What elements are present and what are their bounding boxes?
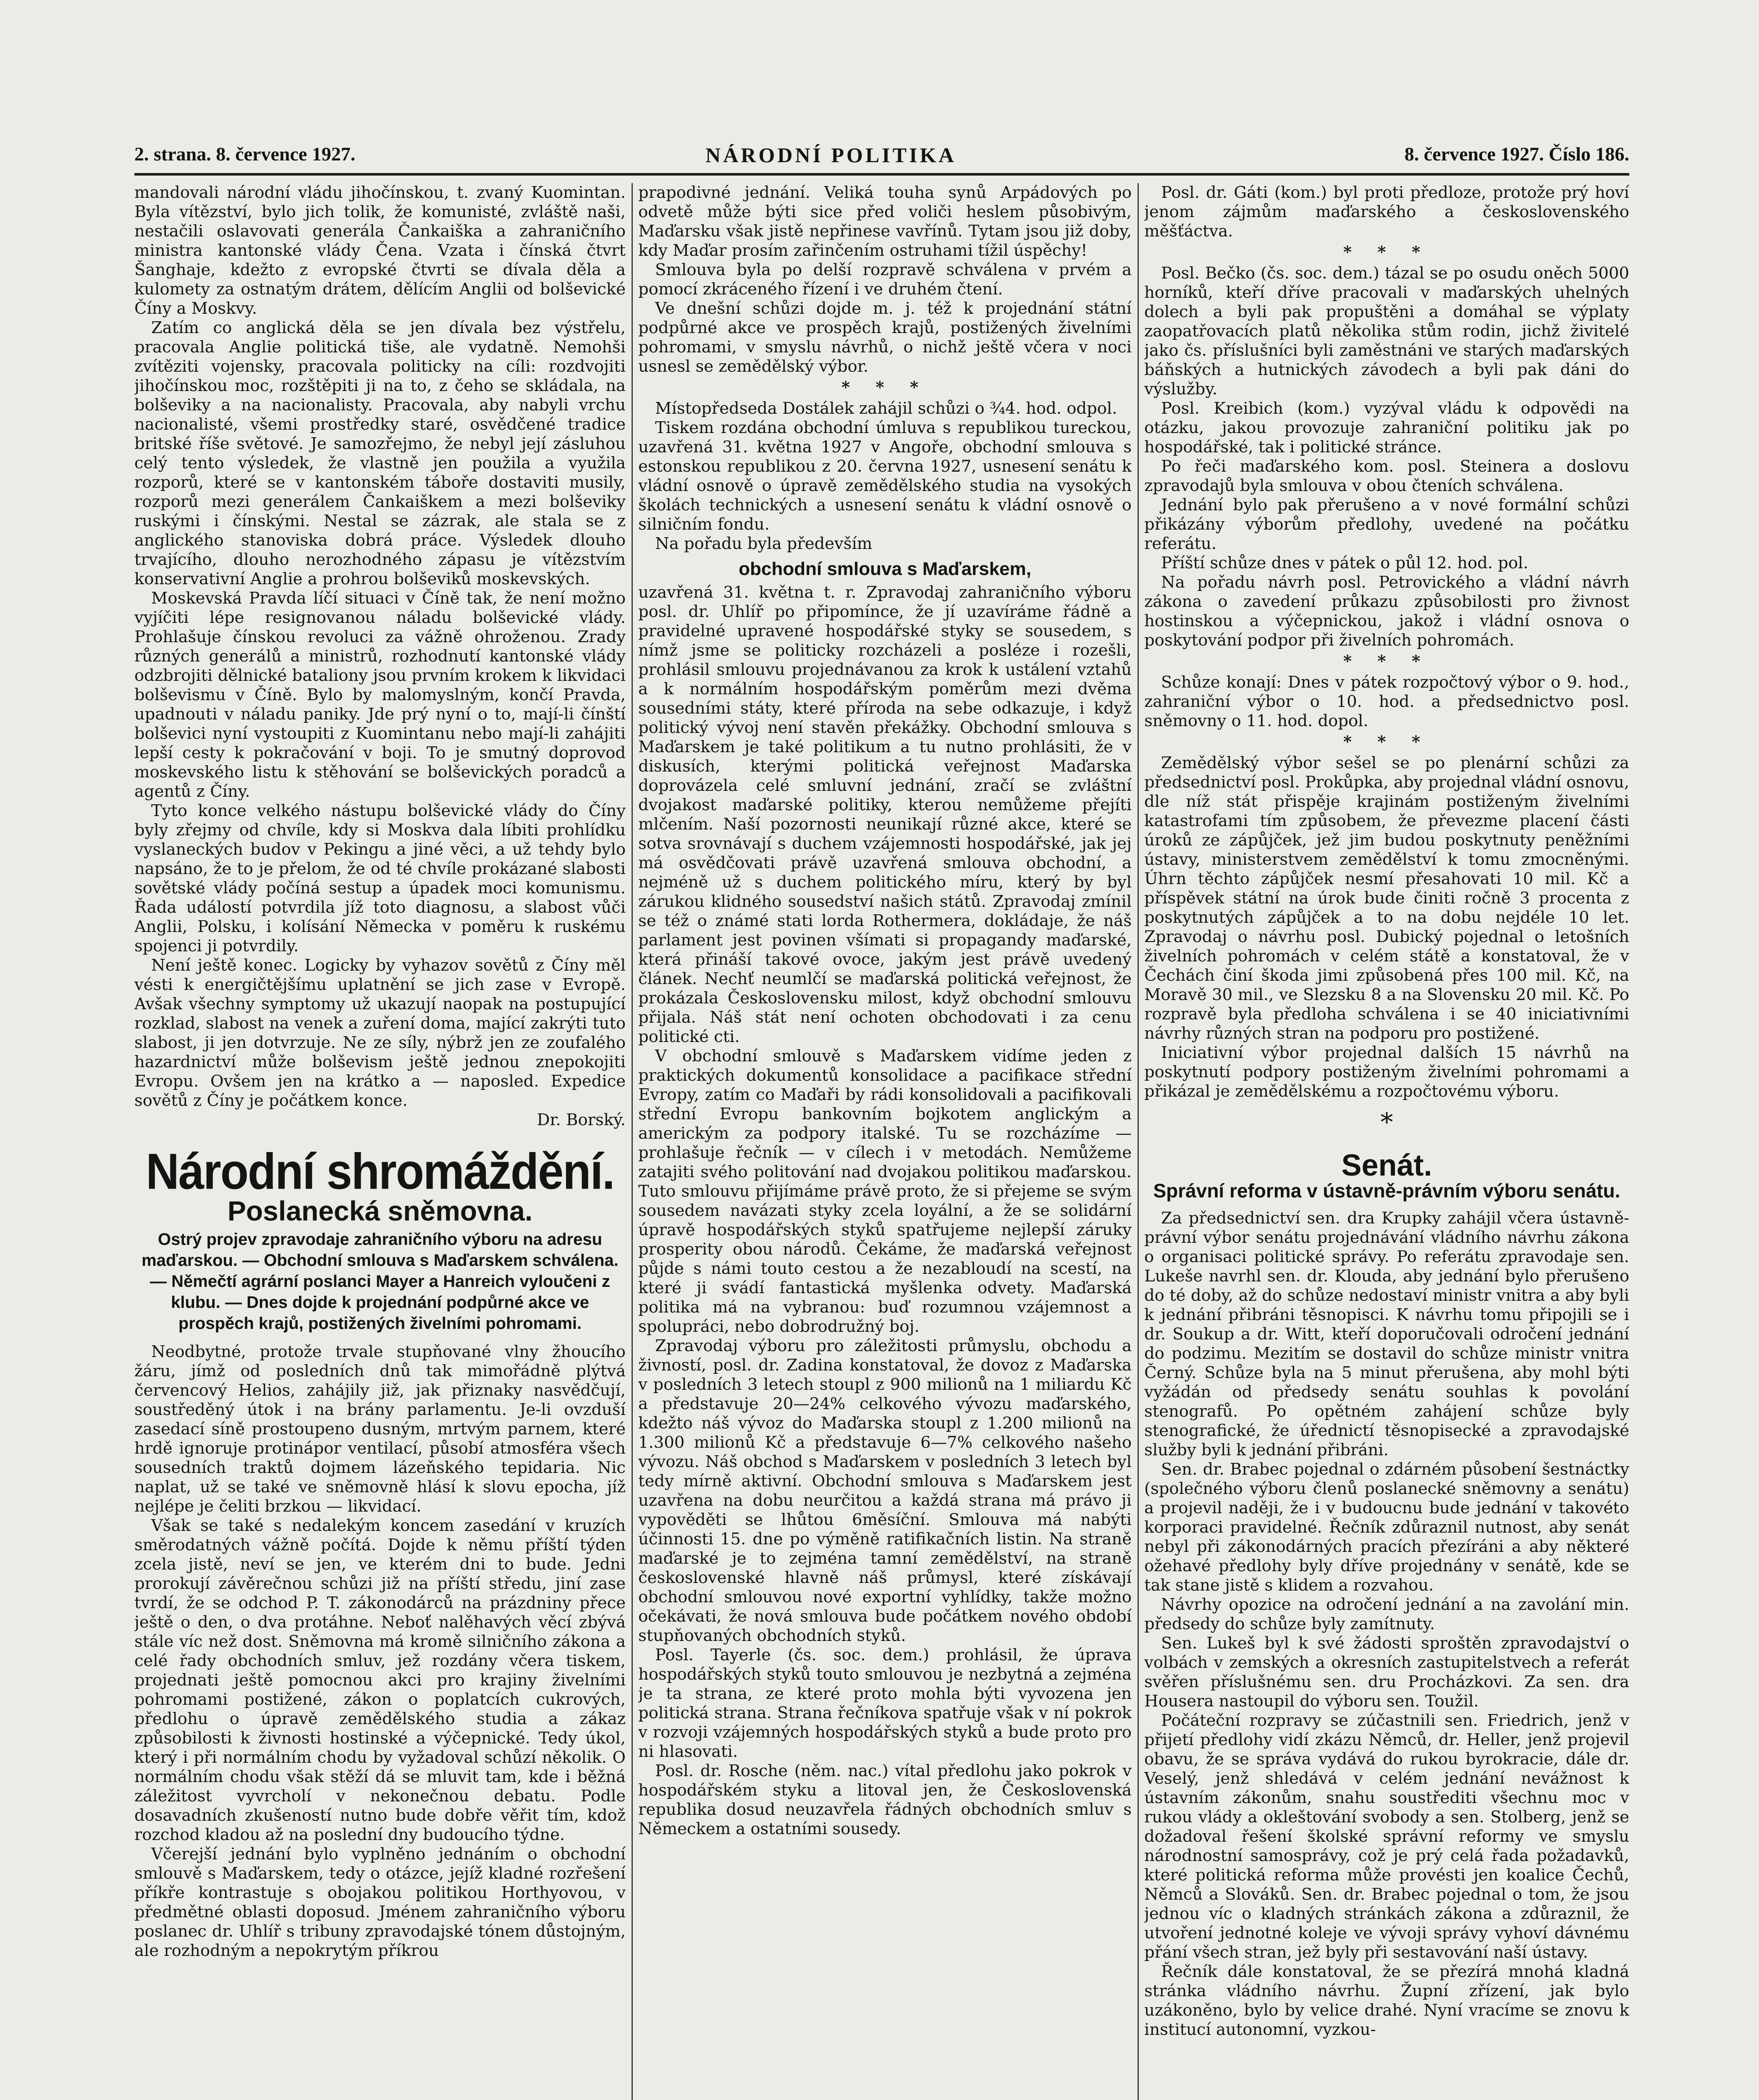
paragraph: Posl. dr. Gáti (kom.) byl proti předloze, protože prý hoví jenom zájmům maďarského a československého měšťáctva. [1144, 183, 1629, 241]
paragraph: Posl. dr. Rosche (něm. nac.) vítal předlohu jako pokrok v hospodářském styku a litoval jen, že Československá republika dosud neuzavřela řádných obchodních smluv s Německem a ostatními sousedy. [638, 1761, 1132, 1838]
paragraph: Tiskem rozdána obchodní úmluva s republikou tureckou, uzavřená 31. května 1927 v Angoře, obchodní smlouva s estonskou republikou z 20. června 1927, usnesení senátu k vládní osnově o úpravě zemědělského studia na vysokých školách technických a usnesení senátu k vládní osnově o silničním fondu. [638, 418, 1132, 534]
separator-stars: * * * [841, 378, 929, 397]
paragraph: Příští schůze dnes v pátek o půl 12. hod. pol. [1161, 554, 1528, 572]
column-2 [638, 183, 1132, 2100]
paragraph: Jednání bylo pak přerušeno a v nové formální schůzi přikázány výborům předlohy, uvedené na počátku referátu. [1144, 496, 1629, 553]
paragraph: uzavřená 31. května t. r. Zpravodaj zahraničního výboru posl. dr. Uhlíř po připomínce, že jí uzavíráme řádně a pravidelné upravené hospodářské styky se sousedem, s nímž jsme se politicky rozcházeli a posléze i rozešli, prohlásil smlouvu projednávanou za krok k ustálení vztahů a k normálním hospodářským poměrům mezi dvěma sousedními státy, které příroda na sebe odkazuje, i když politický vývoj není stavěn překážky. Obchodní smlouva s Maďarskem je také politikum a tu nutno prohlásiti, že v diskusích, kterými politická veřejnost Maďarska doprovázela celé smluvní jednání, zračí se zvláštní dvojakost maďarské politiky, kterou nemůžeme přejíti mlčením. Naší pozornosti neunikají různé akce, které se sotva srovnávají s duchem vzájemnosti hospodářské, jak jej má osvědčovati právě uzavřená smlouva obchodní, a nejméně už s duchem politického míru, který by byl zárukou klidného sousedství našich států. Zpravodaj zmínil se též o známé stati lorda Rothermera, dokládaje, že náš parlament jest povinen všímati si propagandy maďarské, která přináší takové ovoce, jakým jest právě uvedený článek. Nechť neumlčí se maďarská politická veřejnost, že prokázala Československu milost, když obchodní smlouvu přijala. Náš stát není ochoten obchodovati i za cenu politické cti. [638, 583, 1132, 1046]
section-subtitle: Poslanecká sněmovna. [227, 1195, 533, 1226]
separator-stars: * * * [1343, 732, 1431, 751]
paragraph: Však se také s nedalekým koncem zasedání v kruzích směrodatných vážně počítá. Dojde k němu příští týden zcela jistě, neví se jen, ve kterém dni to bude. Jedni prorokují závěrečnou schůzi již na příští středu, jiní zase tvrdí, že se odchod P. T. zákonodárců na prázdniny přece ještě o den, o dva protáhne. Neboť nalěhavých věcí zbývá stále víc než dost. Sněmovna má kromě silničního zákona a celé řady obchodních smluv, jež rozdány včera tiskem, projednati ještě pomocnou akci pro krajiny živelními pohromami postižené, zákon o poplatcích cukrových, předlohu o úpravě zemědělského studia a zákaz způsobilosti k živnosti hostinské a výčepnické. Tedy úkol, který i při normálním chodu by vyžadoval schůzí několik. O normálním chodu však stěží dá se mluvit tam, kde i běžná záležitost vyvrcholí v nekonečnou debatu. Podle dosavadních zkušeností nutno bude dobře věřit tím, kdož rozchod kladou až na poslední dny budoucího týdne. [134, 1516, 626, 1844]
paragraph: V obchodní smlouvě s Maďarskem vidíme jeden z praktických dokumentů konsolidace a pacifikace střední Evropy, zatím co Maďaři by rádi konsolidovali a pacifikovali střední Evropu bankovním bojkotem anglickým a americkým za podpory italské. Tu se rozcházíme — prohlašuje řečník — v cílech i v metodách. Nemůžeme zatajiti svého politování nad dvojakou politikou maďarskou. Tuto smlouvu přijímáme právě proto, že si přejeme se svým sousedem navázati styky zcela loyální, a že se solidární úpravě hospodářských styků spatřujeme nejlepší záruky prosperity obou národů. Čekáme, že maďarská veřejnost půjde s námi touto cestou a že nezabloudí na scestí, na které ji svádí fantastická myšlenka odvety. Maďarská politika má na vybranou: buď rozumnou vzájemnost a spolupráci, nebo dobrodružný boj. [638, 1047, 1132, 1336]
paragraph: Posl. Bečko (čs. soc. dem.) tázal se po osudu oněch 5000 horníků, kteří dříve pracovali v maďarských uhelných dolech a byli pak propuštěni a domáhal se výplaty zaopatřovacích platů několika stům rodin, jichž živitelé jako čs. příslušníci byli zaměstnáni ve starých maďarských báňských a hutnických závodech a byli pak dáni do výslužby. [1144, 264, 1629, 399]
paragraph: Za předsednictví sen. dra Krupky zahájil včera ústavně-právní výbor senátu projednávání vládního návrhu zákona o organisaci politické správy. Po referátu zpravodaje sen. Lukeše navrhl sen. dr. Klouda, aby jednání bylo přerušeno do té doby, až do schůze nedostaví ministr vnitra a aby byli k jednání přibráni těsnopisci. K návrhu tomu připojili se i dr. Soukup a dr. Witt, kteří doporučovali odročení jednání do podzimu. Mezitím se dostavil do schůze ministr vnitra Černý. Schůze byla na 5 minut přerušena, aby mohl býti vyžádán od předsedy senátu souhlas k povolání stenografů. Po opětném zahájení schůze byly stenografické, že úřednictí těsnopisecké a zpravodajské služby byli k jednání přibráni. [1144, 1209, 1629, 1460]
page-header [134, 143, 1629, 172]
separator-stars: * * * [1343, 652, 1431, 671]
paragraph: Návrhy opozice na odročení jednání a na zavolání min. předsedy do schůze byly zamítnuty. [1144, 1595, 1629, 1633]
newspaper-page [134, 143, 1629, 2100]
separator-asterisk: * [1380, 1108, 1393, 1137]
paragraph: Tyto konce velkého nástupu bolševické vlády do Číny byly zřejmy od chvíle, kdy si Moskva dala líbiti prohlídku vyslaneckých budov v Pekingu a jiné věci, a už tehdy bylo napsáno, že to je přelom, že od té chvíle prokázané slabosti sovětské vlády počíná sestup a úpadek moci komunismu. Řada událostí potvrdila jíž toto diagnosu, a slabost vůči Anglii, Polsku, i kolísání Německa v poměru k ruskému spojenci ji potvrdily. [134, 801, 626, 956]
paragraph: Zpravodaj výboru pro záležitosti průmyslu, obchodu a živností, posl. dr. Zadina konstatoval, že dovoz z Maďarska v posledních 3 letech stoupl z 900 milionů na 1 miliardu Kč a představuje 20—24% celkového vývozu maďarského, kdežto náš vývoz do Maďarska stoupl z 1.200 milionů na 1.300 milionů Kč a představuje 6—7% celkového našeho vývozu. Náš obchod s Maďarskem v posledních 3 letech byl tedy mírně aktivní. Obchodní smlouva s Maďarskem jest uzavřena na dobu neurčitou a každá strana má právo ji vypověděti se lhůtou 6měsíční. Smlouva má nabýti účinnosti 15. dne po výměně ratifikačních listin. Na straně maďarské je to zejména tamní zemědělství, na straně československé hlavně náš průmysl, které získávají obchodní smlouvou nové exportní vyhlídky, takže možno očekávati, že nová smlouva bude počátkem nového období stupňovaných obchodních styků. [638, 1336, 1132, 1645]
paragraph: Posl. Kreibich (kom.) vyzýval vládu k odpovědi na otázku, jakou provozuje zahraniční politiku jak po hospodářské, tak i politické stránce. [1144, 399, 1629, 457]
paragraph: Posl. Tayerle (čs. soc. dem.) prohlásil, že úprava hospodářských styků touto smlouvou je nezbytná a zejména je ta strana, ze které proto mohla býti vyvozena jen politická strana. Strana řečníkova spatřuje však v ní pokrok v rozvoji vzájemných hospodářských styků a bude proto pro ni hlasovati. [638, 1646, 1132, 1761]
paragraph: Ve dnešní schůzi dojde m. j. též k projednání státní podpůrné akce ve prospěch krajů, postižených živelními pohromami, v smyslu návrhů, o nichž ještě včera v noci usnesl se zemědělský výbor. [638, 299, 1132, 376]
header-left: 2. strana. 8. července 1927. [134, 143, 356, 165]
paragraph: Na pořadu byla především [655, 534, 873, 553]
paragraph: Zemědělský výbor sešel se po plenární schůzi za předsednictví posl. Prokůpka, aby projednal vládní osnovu, dle níž stát přispěje krajinám postiženým živelními katastrofami tím způsobem, že převezme placení části úroků ze zápůjček, jež jim budou poskytnuty peněžními ústavy, ministerstvem zemědělství k tomu zmocněnými. Úhrn těchto zápůjček nesmí přesahovati 10 mil. Kč a příspěvek státní na úrok bude činiti ročně 3 procenta z poskytnutých zápůjček a to na dobu nejdéle 10 let. Zpravodaj o návrhu posl. Dubický pojednal o letošních živelních pohromách v celém státě a konstatoval, že v Čechách činí škoda jimi způsobená přes 100 mil. Kč, na Moravě 30 mil., ve Slezsku 8 a na Slovensku 20 mil. Kč. Po rozpravě byla předloha schválena i se 40 iniciativními návrhy různých stran na podporu pro postižené. [1144, 753, 1629, 1043]
paragraph: Není ještě konec. Logicky by vyhazov sovětů z Číny měl vésti k energičtějšímu uplatnění se jich zase v Evropě. Avšak všechny symptomy už ukazují naopak na postupující rozklad, slabost na venek a zuření doma, mající zakrýti tuto slabost, ji jen dotvrzuje. Ne ze síly, nýbrž jen ze zoufalého hazardnictví může bolševism ještě jednou znepokojiti Evropu. Ovšem jen na krátko a — naposled. Expedice sovětů z Číny je počátkem konce. [134, 956, 626, 1110]
paragraph: Včerejší jednání bylo vyplněno jednáním o obchodní smlouvě s Maďarskem, tedy o otázce, jejíž kladné rozřešení příkře kontrastuje s obojakou politikou Horthyovou, v předmětné oblasti doposud. Jménem zahraničního výboru poslanec dr. Uhlíř s tribuny zpravodajské tónem důstojným, ale rozhodným a nepokrytým příkrou [134, 1845, 626, 1960]
section-title: Národní shromáždění. [146, 1143, 614, 1200]
paragraph: Iniciativní výbor projednal dalších 15 návrhů na poskytnutí podpory postiženým živelními pohromami a přikázal je zemědělskému a rozpočtovému výboru. [1144, 1043, 1629, 1101]
bill-title: obchodní smlouva s Maďarskem, [739, 559, 1031, 579]
header-rule [134, 173, 1629, 176]
senate-title: Senát. [1341, 1149, 1432, 1182]
paragraph: Sen. Lukeš byl k své žádosti sproštěn zpravodajství o volbách v zemských a okresních zastupitelstvech a referát svěřen příslušnému sen. dru Procházkovi. Za sen. dra Housera nastoupil do výboru sen. Toužil. [1144, 1634, 1629, 1711]
paragraph: Moskevská Pravda líčí situaci v Číně tak, že není možno vyjíčiti lépe resignovanou náladu bolševické vlády. Prohlašuje čínskou revoluci za vážně ohroženou. Zrady různých generálů a ministrů, rozhodnutí kantonské vlády odzbrojiti dělnické bataliony jsou prvním krokem k likvidaci bolševismu v Číně. Bylo by malomyslným, končí Pravda, upadnouti v náladu paniky. Jde prý nyní o to, mají-li čínští bolševici nyní vystoupiti z Kuomintanu nebo mají-li zahájiti lepší cesty k pokračování v boji. To je smutný doprovod moskevského listu k stěhování se bolševických poradců a agentů z Číny. [134, 589, 626, 801]
signature: Dr. Borský. [537, 1110, 626, 1129]
column-rule [1138, 183, 1139, 2100]
paragraph: Schůze konají: Dnes v pátek rozpočtový výbor o 9. hod., zahraniční výbor o 10. hod. a předsednictvo posl. sněmovny o 11. hod. dopol. [1144, 673, 1629, 730]
paragraph: prapodivné jednání. Veliká touha synů Arpádových po odvetě může býti sice před voliči heslem působivým, Maďarsku však jistě nepřinese vavřínů. Tytam jsou již doby, kdy Maďar prosím zařinčením ostruhami tížil úspěchy! [638, 183, 1132, 260]
column-3 [1144, 183, 1629, 2100]
paragraph: mandovali národní vládu jihočínskou, t. zvaný Kuomintan. Byla vítězství, bylo jich tolik, že komunisté, zvláště naši, nestačili oslavovati generála Čankaiška a zahraničního ministra kantonské vlády Čena. Vzata i čínská čtvrt Šanghaje, kdežto z evropské čtvrti se dívala děla a kulomety za ostnatým drátem, dělícím Anglii od bolševické Číny a Moskvy. [134, 183, 626, 318]
paragraph: Místopředseda Dostálek zahájil schůzi o ¾4. hod. odpol. [655, 399, 1117, 418]
separator-stars: * * * [1343, 243, 1431, 262]
column-1 [134, 183, 626, 2100]
summary: Ostrý projev zpravodaje zahraničního výboru na adresu maďarskou. — Obchodní smlouva s Maďarskem schválena. — Němečtí agrární poslanci Mayer a Hanreich vyloučeni z klubu. — Dnes dojde k projednání podpůrné akce ve prospěch krajů, postižených živelními pohromami. [142, 1230, 619, 1333]
header-right: 8. července 1927. Číslo 186. [1404, 143, 1629, 165]
paragraph: Na pořadu návrh posl. Petrovického a vládní návrh zákona o zavedení průkazu způsobilosti pro živnost hostinskou a výčepnickou, jakož i vládní osnova o poskytování podpor při živelních pohromách. [1144, 573, 1629, 650]
masthead: NÁRODNÍ POLITIKA [705, 143, 957, 167]
paragraph: Sen. dr. Brabec pojednal o zdárném působení šestnáctky (společného výboru členů poslanecké sněmovny a senátu) a projevil naději, že i v budoucnu bude jednání v takovéto korporaci pravidelné. Řečník zdůraznil nutnost, aby senát nebyl při zákonodárných pracích přezíráni a aby některé ožehavé předlohy byly dříve projednány v senátě, kde se tak stane jistě s klidem a rozvahou. [1144, 1460, 1629, 1595]
senate-subtitle: Správní reforma v ústavně-právním výboru senátu. [1153, 1180, 1620, 1202]
paragraph: Řečník dále konstatoval, že se přezírá mnohá kladná stránka vládního návrhu. Župní zřízení, jak bylo uzákoněno, bylo by velice drahé. Nyní vracíme se znovu k institucí autonomní, vyzkou- [1144, 1962, 1629, 2039]
paragraph: Smlouva byla po delší rozpravě schválena v prvém a pomocí zkráceného řízení i ve druhém čtení. [638, 260, 1132, 299]
column-rule [632, 183, 633, 2100]
paragraph: Zatím co anglická děla se jen dívala bez výstřelu, pracovala Anglie politická tiše, ale vydatně. Nemohši zvítěziti vojensky, pracovala politicky na cíli: rozdvojiti jihočínskou moc, rozštěpiti ji na to, z čeho se skládala, na bolševiky a na nacionalisty. Pracovala, aby nabyli vrchu nacionalisté, všemi prostředky staré, osvědčené tradice britské říše světové. Je samozřejmo, že nebyl její zásluhou celý tento výsledek, že vlastně jen použila a využila rozporů, které se v kantonském táboře dostaviti musily, rozporů mezi generálem Čankaiškem a mezi bolševiky ruskými i čínskými. Nestal se zázrak, ale stala se z anglického stanoviska dobrá práce. Výsledek dlouho trvajícího, dlouho nerozhodného zápasu je vítězstvím konservativní Anglie a prohrou bolševiků moskevských. [134, 318, 626, 588]
paragraph: Počáteční rozpravy se zúčastnili sen. Friedrich, jenž v přijetí předlohy vidí zkázu Němců, dr. Heller, jenž projevil obavu, že se správa vydává do rukou byrokracie, dále dr. Veselý, jenž shledává v celém jednání nevážnost k ústavním zákonům, snahu soustřediti všechnu moc v rukou vlády a okleštování svobody a sen. Stolberg, jenž se dožadoval řešení školské správní reformy ve smyslu národnostní samosprávy, což je prý celá řada požadavků, které politická reforma může provésti jen koalice Čechů, Němců a Slováků. Sen. dr. Brabec pojednal o tom, že jsou jednou víc o kladných stránkách zákona a zdůraznil, že utvoření jednotné koleje ve vývoji správy vyhoví dávnému přání všech stran, jež byly při sestavování naší ústavy. [1144, 1711, 1629, 1962]
paragraph: Neodbytné, protože trvale stupňované vlny žhoucího žáru, jímž od posledních dnů tak mimořádně plýtvá červencový Helios, zahájily již, jak přiznaky nasvědčují, soustředěný útok i na brány parlamentu. Je-li ovzduší zasedací síně prostoupeno dusným, mrtvým parnem, které hrdě ignoruje protinápor ventilací, působí atmosféra všech sousedních traktů dojmem lázeňského tepidaria. Nic naplat, už se také ve sněmovně hlásí k slovu epocha, jíž nejlépe je čeliti brzkou — likvidací. [134, 1342, 626, 1516]
paragraph: Po řeči maďarského kom. posl. Steinera a doslovu zpravodajů byla smlouva v obou čteních schválena. [1144, 457, 1629, 495]
